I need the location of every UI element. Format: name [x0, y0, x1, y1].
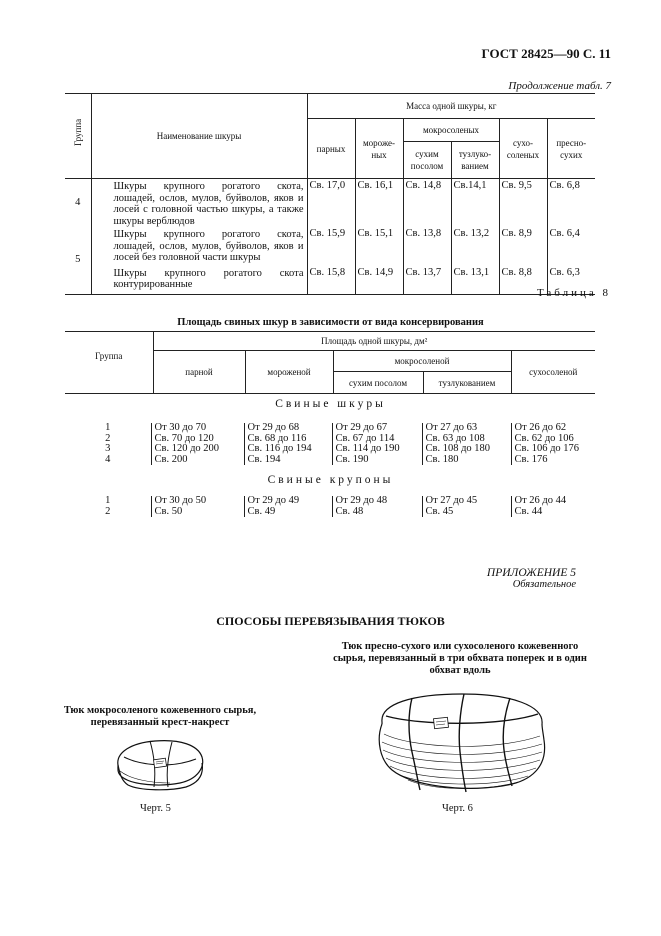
appendix-title: СПОСОБЫ ПЕРЕВЯЗЫВАНИЯ ТЮКОВ: [216, 614, 445, 628]
section-pig-skins: Свиные шкуры: [275, 398, 386, 410]
row-name-text: Шкуры крупного рогатого скота контурированные: [113, 267, 304, 290]
col-mokro: мокросоленой: [333, 351, 511, 372]
cell-value: Св. 48: [332, 507, 422, 518]
col-group-header: Группа: [72, 118, 83, 146]
mass-header: Масса одной шкуры, кг: [307, 94, 595, 119]
col-presno: пресно-сухих: [547, 119, 595, 179]
row-group: 1: [105, 422, 111, 433]
cell-value: Св. 15,9: [307, 227, 355, 264]
table-8-pig-skins: [65, 423, 595, 465]
cell-value: Св. 6,3: [547, 264, 595, 295]
cell-value: Св. 194: [244, 455, 332, 466]
cell-value: Св. 116 до 194: [244, 444, 332, 455]
appendix-label: ПРИЛОЖЕНИЕ 5: [486, 567, 576, 579]
cell-value: Св. 9,5: [499, 179, 547, 228]
cell-value: Св. 62 до 106: [511, 434, 595, 445]
col-parnyh: парных: [307, 119, 355, 179]
col-tuzluk: тузлуко-ванием: [451, 142, 499, 179]
col-suhim: сухим посолом: [403, 142, 451, 179]
bale-tied-three-across-illustration: [372, 690, 552, 800]
cell-value: Св. 44: [511, 507, 595, 518]
cell-value: Св. 15,8: [307, 264, 355, 295]
cell-value: Св. 8,8: [499, 264, 547, 295]
col-group-header: Группа: [65, 332, 153, 394]
cell-value: Св. 120 до 200: [151, 444, 244, 455]
col-morozh: мороженой: [245, 351, 333, 394]
cell-value: От 26 до 62: [511, 423, 595, 434]
row-name: [91, 227, 307, 264]
cell-value: От 27 до 63: [422, 423, 511, 434]
cell-value: Св. 14,8: [403, 179, 451, 228]
section-pig-croupons: Свиные крупоны: [267, 474, 394, 486]
cell-value: Св. 63 до 108: [422, 434, 511, 445]
cell-value: От 30 до 70: [151, 423, 244, 434]
fig6-label: Черт. 6: [442, 803, 473, 814]
cell-value: От 26 до 44: [511, 496, 595, 507]
cell-value: Св. 106 до 176: [511, 444, 595, 455]
col-suhosol: сухосоленой: [511, 351, 595, 394]
row-group: 4: [105, 453, 111, 465]
fig6-caption: Тюк пресно-сухого или сухосоленого кожевенного сырья, перевязанный в три обхвата поперек и в один обхват вдоль: [333, 641, 587, 676]
cell-value: Св. 13,7: [403, 264, 451, 295]
cell-value: Св. 176: [511, 455, 595, 466]
appendix-status: Обязательное: [512, 579, 576, 590]
cell-value: От 29 до 49: [244, 496, 332, 507]
page-header: ГОСТ 28425—90 С. 11: [481, 46, 611, 61]
row-name-text: Шкуры крупного рогатого скота, лошадей, ослов, мулов, буйволов, яков и лосей без головной части шкуры: [113, 229, 304, 263]
cell-value: Св. 15,1: [355, 227, 403, 264]
cell-value: Св. 68 до 116: [244, 434, 332, 445]
cell-value: Св. 50: [151, 507, 244, 518]
cell-value: Св. 190: [332, 455, 422, 466]
col-suhim: сухим посолом: [333, 372, 423, 394]
col-name-header: Наименование шкуры: [91, 94, 307, 179]
cell-value: Св. 200: [151, 455, 244, 466]
cell-value: Св. 13,1: [451, 264, 499, 295]
cell-value: Св. 14,9: [355, 264, 403, 295]
cell-value: Св. 108 до 180: [422, 444, 511, 455]
row-name: [91, 179, 307, 228]
cell-value: Св. 13,8: [403, 227, 451, 264]
table-8-title: Площадь свиных шкур в зависимости от вида консервирования: [177, 317, 484, 328]
row-name: [91, 264, 307, 295]
fig5-label: Черт. 5: [140, 803, 171, 814]
fig5-caption: Тюк мокросоленого кожевенного сырья, перевязанный крест-накрест: [63, 705, 257, 728]
cell-value: От 30 до 50: [151, 496, 244, 507]
cell-value: Св. 17,0: [307, 179, 355, 228]
cell-value: Св. 70 до 120: [151, 434, 244, 445]
cell-value: Св. 6,8: [549, 180, 580, 191]
cell-value: Св. 45: [422, 507, 511, 518]
cell-value: Св. 8,9: [499, 227, 547, 264]
cell-value: Св. 180: [422, 455, 511, 466]
row-group: 2: [105, 505, 111, 517]
row-group: 4: [65, 179, 91, 228]
row-group: 1: [105, 495, 111, 506]
row-group: 5: [65, 227, 91, 294]
table-continuation-label: Продолжение табл. 7: [508, 80, 611, 92]
cell-value: Св. 16,1: [355, 179, 403, 228]
cell-value: От 29 до 68: [244, 423, 332, 434]
col-morozh: мороже-ных: [355, 119, 403, 179]
cell-value: От 27 до 45: [422, 496, 511, 507]
area-header: Площадь одной шкуры, дм²: [153, 332, 595, 351]
table-8-header: [65, 331, 595, 394]
cell-value: Св. 49: [244, 507, 332, 518]
cell-value: Св. 114 до 190: [332, 444, 422, 455]
table-7: [65, 93, 595, 295]
cell-value: Св.14,1: [451, 179, 499, 228]
row-name-text: Шкуры крупного рогатого скота, лошадей, ослов, мулов, буйволов, яков и лосей с головной частью шкуры, а также шкуры верблюдов: [113, 181, 304, 227]
row-group: 3: [105, 443, 111, 454]
cell-value: От 29 до 48: [332, 496, 422, 507]
bale-cross-tied-illustration: [110, 735, 210, 795]
col-parnoy: парной: [153, 351, 245, 394]
cell-value: Св. 13,2: [451, 227, 499, 264]
col-suhosol: сухо-соленых: [499, 119, 547, 179]
row-group: 2: [105, 432, 111, 444]
table-8-pig-croupons: [65, 496, 595, 517]
cell-value: От 29 до 67: [332, 423, 422, 434]
col-tuzluk: тузлукованием: [423, 372, 511, 394]
cell-value: Св. 6,4: [549, 228, 580, 239]
cell-value: Св. 67 до 114: [332, 434, 422, 445]
table-8-caption: Таблица 8: [536, 287, 611, 299]
col-mokro: мокросоленых: [403, 119, 499, 142]
